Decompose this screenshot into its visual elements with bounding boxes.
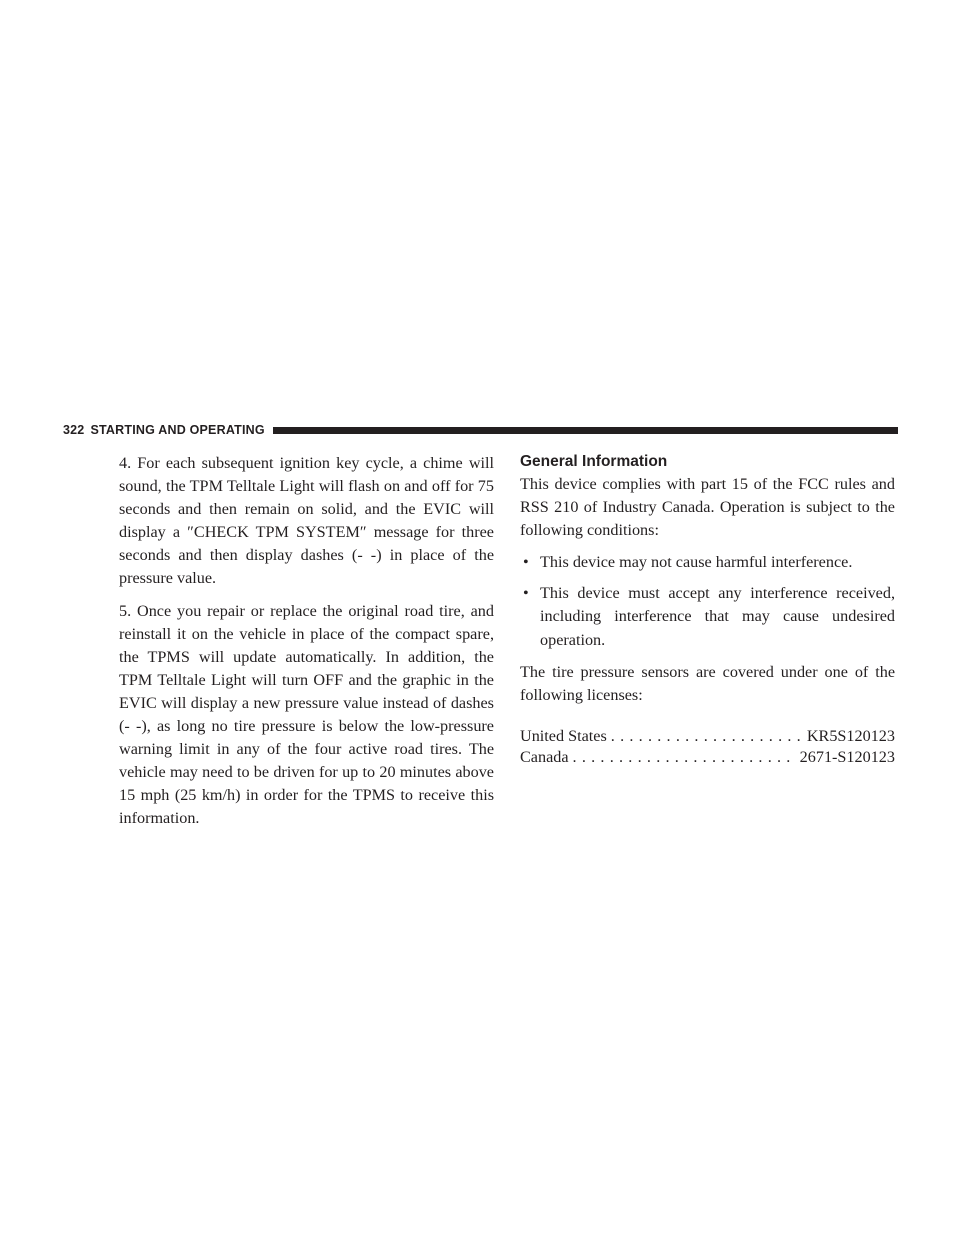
- paragraph-step-5: 5. Once you repair or replace the original road tire, and reinstall it on the vehicle in place of the compact spare, the TPMS will update automatically. In addition, the TPM Telltale Light will turn OFF and the graphic in the EVIC will display a new pressure value instead of dashes (- -), as long no tire pressure is below the low-pressure warning limit in any of the four active road tires. The vehicle may need to be driven for up to 20 minutes above 15 mph (25 km/h) in order for the TPMS to receive this information.: [119, 601, 494, 828]
- bullet-text: This device may not cause harmful interference.: [540, 553, 853, 572]
- intro-paragraph: This device complies with part 15 of the FCC rules and RSS 210 of Industry Canada. Operation is subject to the following conditions:: [520, 475, 895, 540]
- right-column: [520, 452, 895, 768]
- section-title: STARTING AND OPERATING: [90, 423, 265, 437]
- conditions-list: [520, 551, 895, 651]
- license-row-canada: [520, 747, 895, 768]
- bullet-icon: •: [523, 584, 529, 603]
- list-item: [520, 582, 895, 651]
- license-label: United States: [520, 726, 607, 745]
- general-information-heading: General Information: [520, 453, 668, 470]
- license-row-united-states: [520, 726, 895, 747]
- license-value: KR5S120123: [806, 726, 895, 745]
- page-header: [63, 422, 898, 438]
- licenses-table: [520, 726, 895, 768]
- left-column: [119, 452, 494, 840]
- page-number: 322: [63, 423, 85, 437]
- dot-leader: [573, 747, 796, 768]
- list-item: [520, 551, 895, 574]
- dot-leader: [611, 726, 803, 747]
- bullet-icon: •: [523, 553, 529, 572]
- license-label: Canada: [520, 747, 569, 766]
- paragraph-step-4: 4. For each subsequent ignition key cycle, a chime will sound, the TPM Telltale Light will flash on and off for 75 seconds and then remain on solid, and the EVIC will display a ″CHECK TPM SYSTEM″ message for three seconds and then display dashes (- -) in place of the pressure value.: [119, 454, 494, 588]
- license-value: 2671-S120123: [799, 747, 895, 766]
- licenses-intro: The tire pressure sensors are covered under one of the following licenses:: [520, 662, 895, 704]
- bullet-text: This device must accept any interference received, including interference that may cause undesired operation.: [540, 584, 895, 649]
- header-rule: [273, 427, 898, 434]
